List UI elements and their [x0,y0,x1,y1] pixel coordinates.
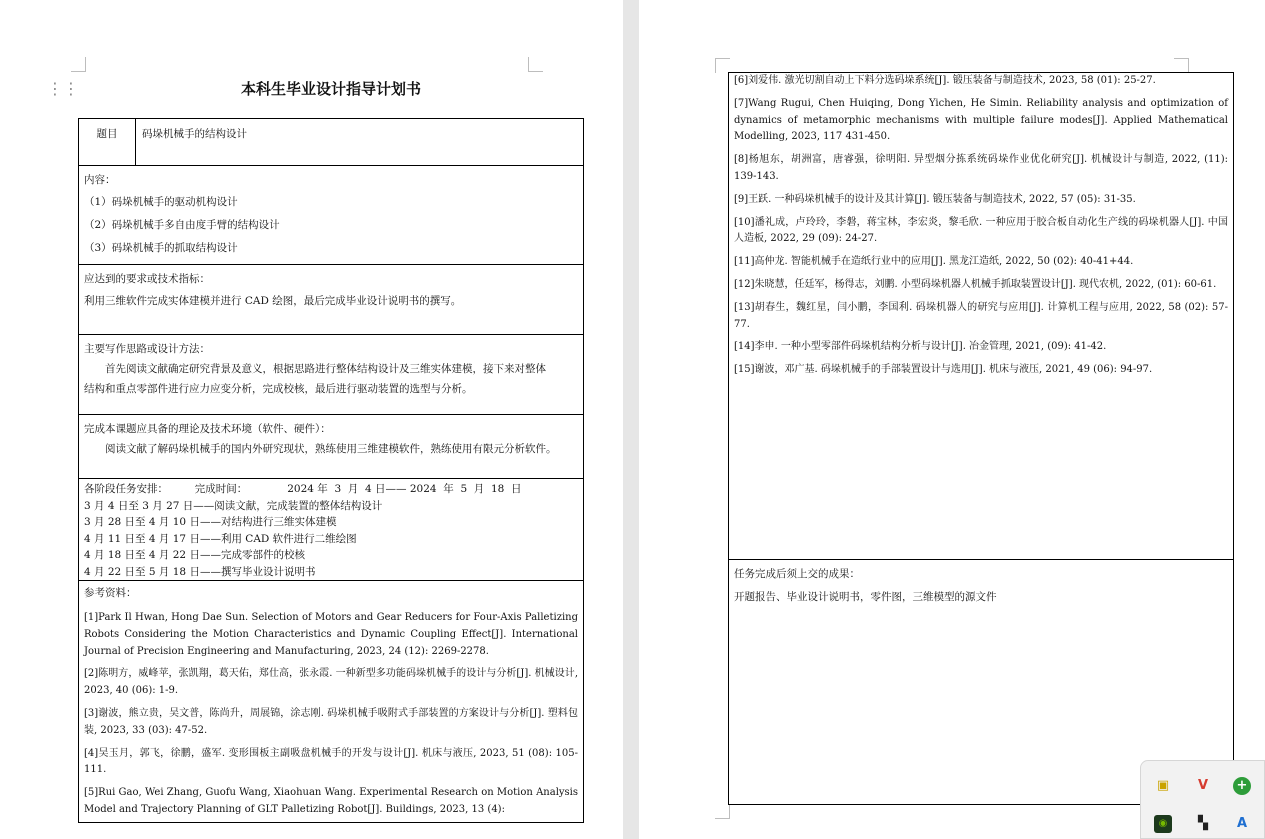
schedule-item: 4 月 22 日至 5 月 18 日——撰写毕业设计说明书 [84,565,316,578]
document-page-2 [639,0,1265,839]
reference-item: [6]刘爱伟. 激光切割自动上下料分选码垛系统[J]. 锻压装备与制造技术, 2023, 58 (01): 25-27. [734,75,1156,86]
approach-heading: 主要写作思路或设计方法： [84,343,210,355]
schedule-item: 4 月 11 日至 4 月 17 日——利用 CAD 软件进行二维绘图 [84,532,357,545]
plan-table [78,118,584,823]
requirements-heading: 应达到的要求或技术指标： [84,273,210,285]
environment-heading: 完成本课题应具备的理论及技术环境（软件、硬件）： [84,423,331,435]
approach-section [79,335,583,415]
update-icon[interactable]: + [1233,777,1251,795]
nvidia-icon[interactable]: ◉ [1154,815,1172,833]
requirements-text: 利用三维软件完成实体建模并进行 CAD 绘图，最后完成毕业设计说明书的撰写。 [84,295,462,307]
page-corner-mark [715,58,730,73]
reference-item: [11]高仲龙. 智能机械手在造纸行业中的应用[J]. 黑龙江造纸, 2022, 50 (02): 40-41+44. [734,256,1134,268]
vm-icon[interactable]: ▣ [1156,778,1170,793]
topic-label: 题目 [79,119,136,165]
approach-text: 结构和重点零部件进行应力应变分析，完成校核，最后进行驱动装置的选型与分析。 [84,383,473,395]
references-section [79,581,583,822]
reference-item: [9]王跃. 一种码垛机械手的设计及其计算[J]. 锻压装备与制造技术, 2022, 57 (05): 31-35. [734,193,1136,205]
app-grid-icon[interactable]: ▚ [1198,816,1208,831]
references-continued-section [729,73,1233,560]
reference-item: [14]李申. 一种小型零部件码垛机结构分析与设计[J]. 冶金管理, 2021, (09): 41-42. [734,341,1107,353]
document-page-1 [0,0,623,839]
reference-item: [12]朱晓慧，任廷军，杨得志，刘鹏. 小型码垛机器人机械手抓取装置设计[J]. 现代农机, 2022, (01): 60-61. [734,278,1217,290]
page-corner-mark [715,804,730,819]
azure-icon[interactable]: A [1236,816,1248,831]
document-title: 本科生毕业设计指导计划书 [240,80,421,98]
reference-item: [10]潘礼成，卢玲玲，李磐，蒋宝林，李宏炎，黎毛欣. 一种应用于胶合板自动化生产线的码垛机器人[J]. 中国人造板, 2022, 29 (09): 24-27. [734,216,1228,245]
page-corner-mark [71,57,86,72]
schedule-section [79,479,583,581]
approach-text: 首先阅读文献确定研究背景及意义，根据思路进行整体结构设计及三维实体建模，接下来对整体 [105,363,546,375]
requirements-section [79,265,583,335]
reference-item: [7]Wang Rugui, Chen Huiqing, Dong Yichen, He Simin. Reliability analysis and optimization of dynamics of metamorphic mechanisms with multiple failure modes[J]. Applied Mathematical Modelling, 2023, 117 431-450. [734,97,1228,143]
schedule-item: 3 月 28 日至 4 月 10 日——对结构进行三维实体建模 [84,516,337,528]
environment-section [79,415,583,479]
reference-item: [13]胡春生，魏红星，闫小鹏，李国利. 码垛机器人的研究与应用[J]. 计算机工程与应用, 2022, 58 (02): 57-77. [734,301,1228,330]
reference-item: [4]吴玉月，郭飞，徐鹏，盛军. 变形围板主副吸盘机械手的开发与设计[J]. 机床与液压, 2023, 51 (08): 105-111. [84,747,578,776]
deliverables-text: 开题报告、毕业设计说明书，零件图，三维模型的源文件 [734,591,997,603]
reference-item: [5]Rui Gao, Wei Zhang, Guofu Wang, Xiaohuan Wang. Experimental Research on Motion Analysis Model and Trajectory Planning of GLT Palletizing Robot[J]. Buildings, 2023, 13 (4): [84,787,578,815]
reference-item: [1]Park Il Hwan, Hong Dae Sun. Selection of Motors and Gear Reducers for Four-Axis Palletizing Robots Considering the Motion Characteristics and Dynamic Coupling Effect[J]. International Journal of Precision Engineering and Manufacturing, 2023, 24 (12): 2269-2278. [84,612,578,657]
content-item: （3）码垛机械手的抓取结构设计 [84,242,238,254]
content-item: （2）码垛机械手多自由度手臂的结构设计 [84,219,280,231]
content-heading: 内容： [84,174,116,186]
plan-table-continued [728,72,1234,805]
deliverables-heading: 任务完成后须上交的成果： [734,568,860,580]
topic-value: 码垛机械手的结构设计 [142,128,247,140]
reference-item: [15]谢波，邓广基. 码垛机械手的手部装置设计与选用[J]. 机床与液压, 2021, 49 (06): 94-97. [734,364,1153,376]
references-heading: 参考资料： [84,587,137,599]
schedule-item: 4 月 18 日至 4 月 22 日——完成零部件的校核 [84,549,305,561]
content-section [79,166,583,265]
schedule-item: 3 月 4 日至 3 月 27 日——阅读文献，完成装置的整体结构设计 [84,499,383,512]
content-item: （1）码垛机械手的驱动机构设计 [84,196,238,208]
schedule-heading: 各阶段任务安排： 完成时间： 2024 年 3 月 4 日—— 2024 年 5 月 18 日 [84,483,522,495]
reference-item: [2]陈明方，威峰苹，张凯翔，葛天佑，郑仕高，张永霞. 一种新型多功能码垛机械手的设计与分析[J]. 机械设计, 2023, 40 (06): 1-9. [84,668,578,697]
vivaldi-icon[interactable]: V [1197,778,1209,793]
reference-item: [8]杨旭东，胡洲富，唐睿强，徐明阳. 异型烟分拣系统码垛作业优化研究[J]. 机械设计与制造, 2022, (11): 139-143. [734,154,1228,182]
page-corner-mark [528,57,543,72]
topic-row [79,119,583,166]
reference-item: [3]谢波，熊立贵，吴文普，陈尚升，周展锦，涂志刚. 码垛机械手吸附式手部装置的方案设计与分析[J]. 塑料包装, 2023, 33 (03): 47-52. [84,707,578,736]
drag-handle-icon[interactable]: ⋮⋮ [47,79,79,98]
tray-overflow-panel [1140,760,1265,839]
page-corner-mark [1174,58,1189,73]
environment-text: 阅读文献了解码垛机械手的国内外研究现状，熟练使用三维建模软件，熟练使用有限元分析软件。 [105,443,557,455]
